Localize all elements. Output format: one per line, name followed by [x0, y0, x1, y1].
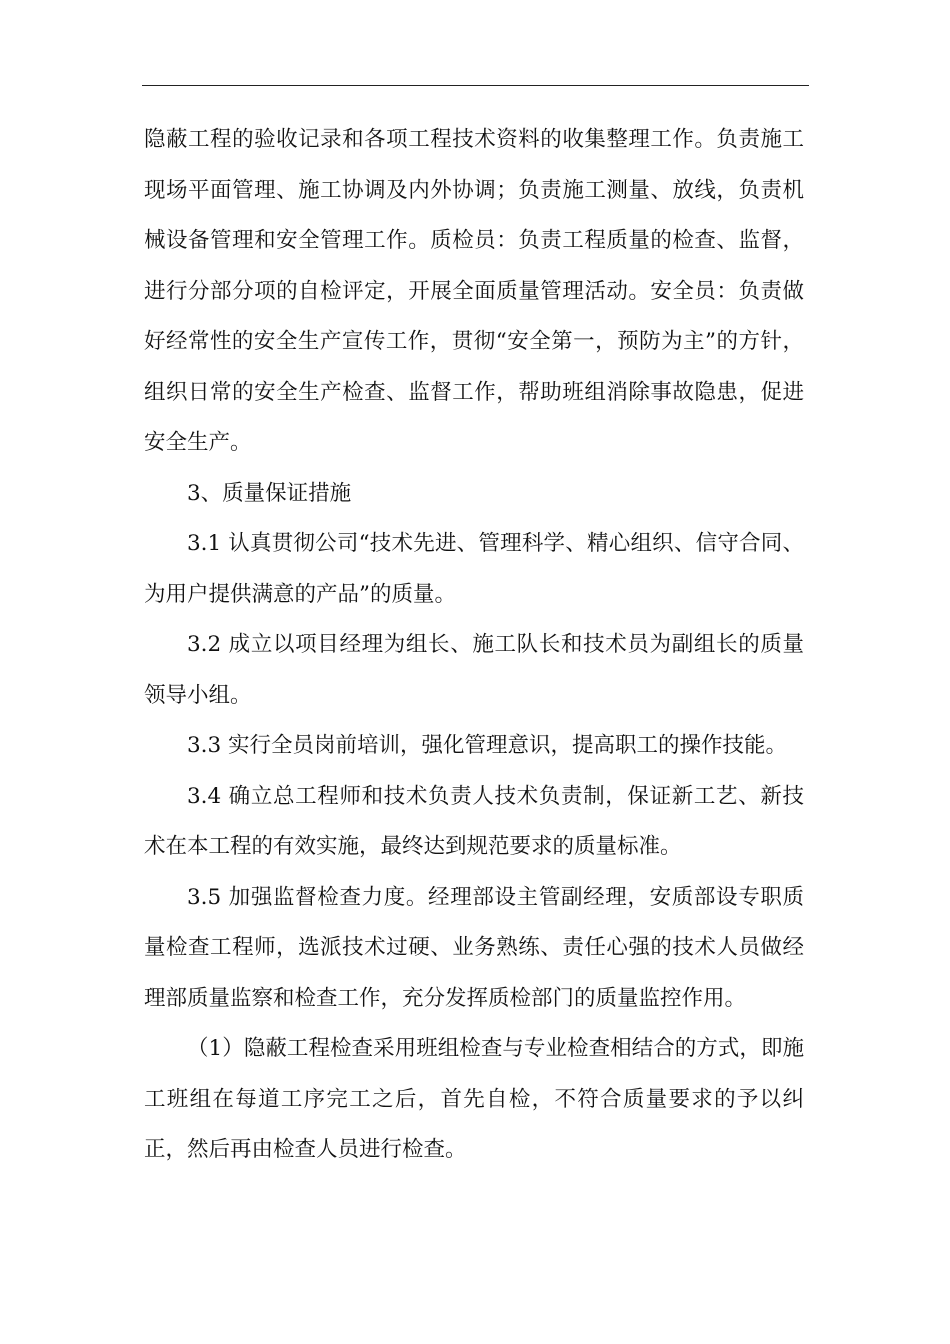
paragraph-3-5: 3.5 加强监督检查力度。经理部设主管副经理，安质部设专职质量检查工程师，选派技术过硬、业务熟练、责任心强的技术人员做经理部质量监察和检查工作，充分发挥质检部门的质量监控作用。 [144, 884, 804, 1011]
paragraph-3-3: 3.3 实行全员岗前培训，强化管理意识，提高职工的操作技能。 [187, 733, 788, 758]
paragraph-3-4: 3.4 确立总工程师和技术负责人技术负责制，保证新工艺、新技术在本工程的有效实施，最终达到规范要求的质量标准。 [144, 783, 804, 859]
paragraph-3-1: 3.1 认真贯彻公司“技术先进、管理科学、精心组织、信守合同、为用户提供满意的产品”的质量。 [144, 531, 804, 607]
section-heading-quality-assurance: 3、质量保证措施 [187, 480, 352, 506]
paragraph-item-1: （1）隐蔽工程检查采用班组检查与专业检查相结合的方式，即施工班组在每道工序完工之后，首先自检，不符合质量要求的予以纠正，然后再由检查人员进行检查。 [144, 1036, 804, 1162]
header-rule [142, 85, 809, 86]
paragraph-3-2: 3.2 成立以项目经理为组长、施工队长和技术员为副组长的质量领导小组。 [144, 632, 804, 708]
document-body [144, 115, 804, 1176]
paragraph-responsibilities: 隐蔽工程的验收记录和各项工程技术资料的收集整理工作。负责施工现场平面管理、施工协调及内外协调；负责施工测量、放线，负责机械设备管理和安全管理工作。质检员：负责工程质量的检查、监督，进行分部分项的自检评定，开展全面质量管理活动。安全员：负责做好经常性的安全生产宣传工作，贯彻“安全第一，预防为主”的方针，组织日常的安全生产检查、监督工作，帮助班组消除事故隐患，促进安全生产。 [144, 127, 804, 455]
